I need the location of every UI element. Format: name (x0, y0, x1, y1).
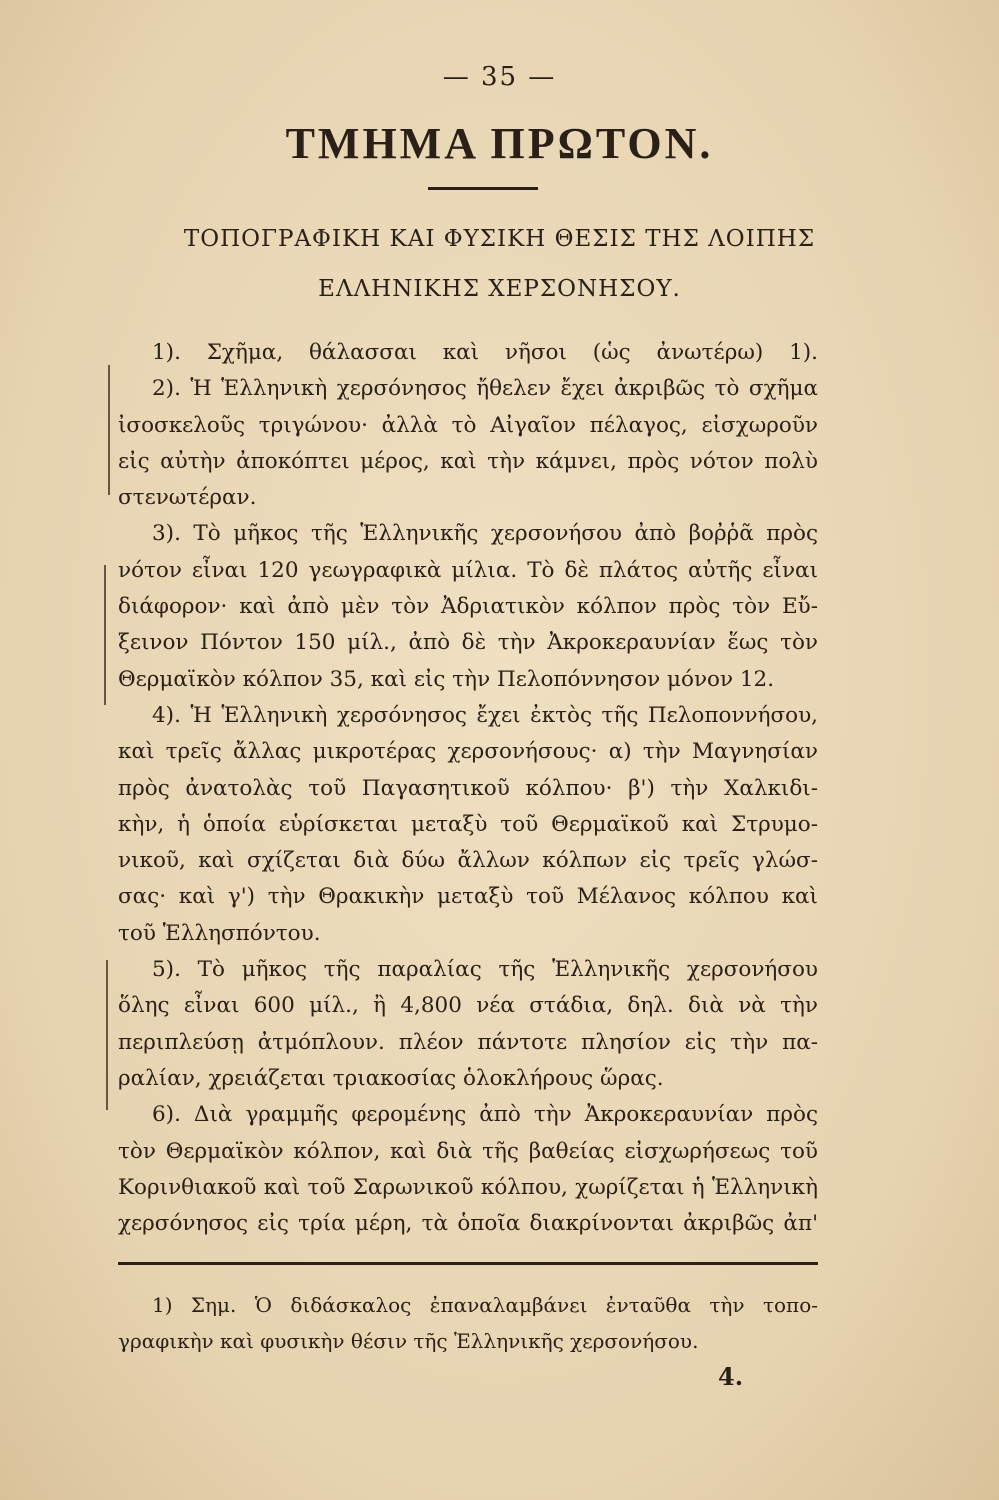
body-line: σας· καὶ γ') τὴν Θρακικὴν μεταξὺ τοῦ Μέλανος κόλπου καὶ (118, 884, 818, 910)
footnote-line: γραφικὴν καὶ φυσικὴν θέσιν τῆς Ἑλληνικῆς χερσονήσου. (118, 1329, 699, 1353)
body-line: διάφορον· καὶ ἀπὸ μὲν τὸν Ἀδριατικὸν κόλπον πρὸς τὸν Εὔ- (118, 594, 818, 620)
body-text (118, 335, 818, 1242)
body-line: 4). Ἡ Ἑλληνικὴ χερσόνησος ἔχει ἐκτὸς τῆς Πελοποννήσου, (152, 702, 818, 728)
body-line: εἰς αὐτὴν ἀποκόπτει μέρος, καὶ τὴν κάμνει, πρὸς νότον πολὺ (118, 448, 818, 474)
body-line: νικοῦ, καὶ σχίζεται διὰ δύω ἄλλων κόλπων εἰς τρεῖς γλώσ- (118, 848, 818, 874)
body-line: πρὸς ἀνατολὰς τοῦ Παγασητικοῦ κόλπου· β') τὴν Χαλκιδι- (118, 775, 818, 801)
body-line: Θερμαϊκὸν κόλπον 35, καὶ εἰς τὴν Πελοπόννησον μόνον 12. (118, 666, 775, 692)
body-line: ἰσοσκελοῦς τριγώνου· ἀλλὰ τὸ Αἰγαῖον πέλαγος, εἰσχωροῦν (118, 412, 818, 438)
body-line: 1). Σχῆμα, θάλασσαι καὶ νῆσοι (ὡς ἀνωτέρω) 1). (152, 340, 818, 365)
page-number: — 35 — (442, 62, 557, 92)
footnote-rule (118, 1262, 818, 1265)
body-line: 5). Τὸ μῆκος τῆς παραλίας τῆς Ἑλληνικῆς χερσονήσου (152, 957, 818, 983)
body-line: 3). Τὸ μῆκος τῆς Ἑλληνικῆς χερσονήσου ἀπὸ βοῤῥᾶ πρὸς (152, 521, 818, 547)
body-line: Κορινθιακοῦ καὶ τοῦ Σαρωνικοῦ κόλπου, χωρίζεται ἡ Ἑλληνικὴ (118, 1174, 818, 1200)
margin-bracket-2 (104, 565, 106, 705)
section-subtitle-line-1: ΤΟΠΟΓΡΑΦΙΚΗ ΚΑΙ ΦΥΣΙΚΗ ΘΕΣΙΣ ΤΗΣ ΛΟΙΠΗΣ (183, 226, 816, 252)
body-line: 6). Διὰ γραμμῆς φερομένης ἀπὸ τὴν Ἀκροκεραυνίαν πρὸς (152, 1102, 818, 1128)
margin-bracket-3 (106, 960, 108, 1110)
margin-bracket-1 (108, 365, 110, 495)
body-line: περιπλεύσῃ ἀτμόπλουν. πλέον πάντοτε πλησίον εἰς τὴν πα- (118, 1029, 818, 1055)
title-rule (428, 187, 538, 190)
body-line: τοῦ Ἑλλησπόντου. (118, 920, 321, 946)
body-line: νότον εἶναι 120 γεωγραφικὰ μίλια. Τὸ δὲ πλάτος αὐτῆς εἶναι (118, 557, 818, 583)
body-line: ξεινον Πόντον 150 μίλ., ἀπὸ δὲ τὴν Ἀκροκεραυνίαν ἕως τὸν (118, 630, 818, 656)
section-subtitle-line-2: ΕΛΛΗΝΙΚΗΣ ΧΕΡΣΟΝΗΣΟΥ. (318, 276, 681, 302)
body-line: τὸν Θερμαϊκὸν κόλπον, καὶ διὰ τῆς βαθείας εἰσχωρήσεως τοῦ (118, 1138, 818, 1164)
body-line: χερσόνησος εἰς τρία μέρη, τὰ ὁποῖα διακρίνονται ἀκριβῶς ἀπ' (118, 1211, 818, 1237)
section-title: ΤΜΗΜΑ ΠΡΩΤΟΝ. (285, 119, 714, 168)
body-line: ὅλης εἶναι 600 μίλ., ἢ 4,800 νέα στάδια, δηλ. διὰ νὰ τὴν (118, 993, 818, 1019)
body-line: 2). Ἡ Ἑλληνικὴ χερσόνησος ἤθελεν ἔχει ἀκριβῶς τὸ σχῆμα (152, 376, 818, 402)
body-line: καὶ τρεῖς ἄλλας μικροτέρας χερσονήσους· α) τὴν Μαγνησίαν (118, 739, 818, 765)
body-line: κὴν, ἡ ὁποία εὑρίσκεται μεταξὺ τοῦ Θερμαϊκοῦ καὶ Στρυμο- (118, 811, 818, 837)
signature-mark: 4. (718, 1362, 744, 1391)
footnote (118, 1287, 818, 1359)
body-line: στενωτέραν. (118, 485, 257, 511)
body-line: ραλίαν, χρειάζεται τριακοσίας ὁλοκλήρους ὥρας. (118, 1065, 664, 1091)
footnote-line: 1) Σημ. Ὁ διδάσκαλος ἐπαναλαμβάνει ἐνταῦθα τὴν τοπο- (152, 1293, 818, 1317)
